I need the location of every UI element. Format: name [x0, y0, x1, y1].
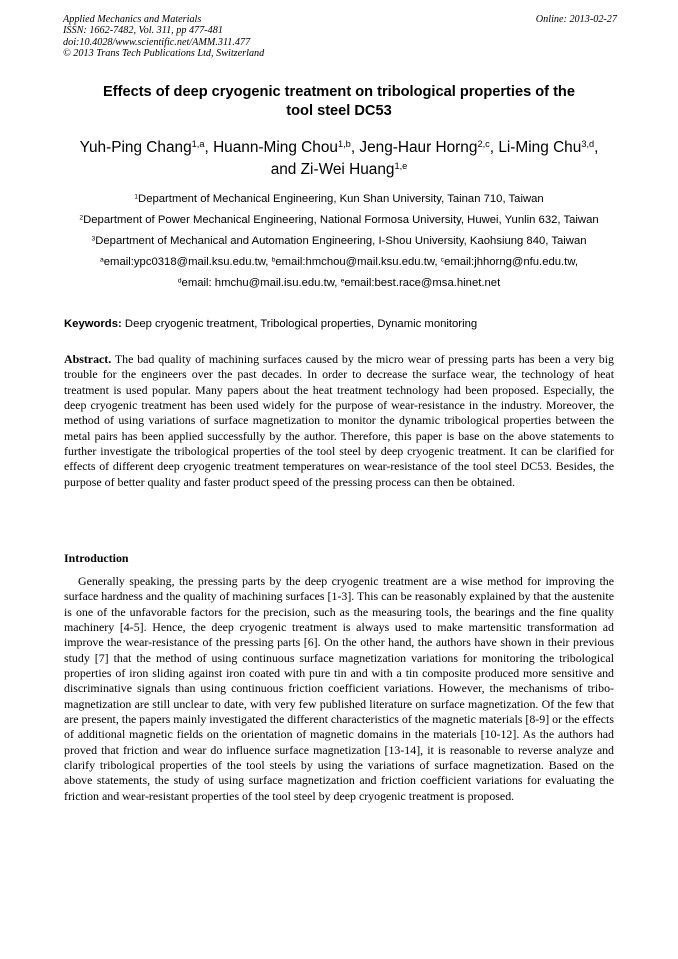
author-affiliation-mark: 1,a — [191, 138, 205, 149]
title-line-2: tool steel DC53 — [286, 103, 392, 119]
affiliation-mark: 1 — [134, 193, 139, 201]
author-separator: , — [594, 139, 599, 156]
email-line-1 — [40, 255, 638, 269]
journal-name: Applied Mechanics and Materials — [63, 14, 202, 25]
keywords-text: Deep cryogenic treatment, Tribological properties, Dynamic monitoring — [121, 318, 478, 330]
email-mark: c — [440, 256, 445, 264]
introduction-paragraph: Generally speaking, the pressing parts by the deep cryogenic treatment are a wise method for improving the surface hardness and the quality of machining surfaces [1-3]. This can be reasonably explained by that the austenite is one of the unfavorable factors for the precision, such as the measuring tools, the bearings and the fine quality machinery [4-5]. Hence, the deep cryogenic treatment is always used to make martensitic transformation ad improve the wear-resistance of the pressing parts [6]. On the other hand, the authors have shown in their previous study [7] that the method of using continuous surface magnetization variations for monitoring the tribological properties of iron sliding against iron coated with pure tin and with a tin composite produced more sensitive and discriminative signals than using continuous friction coefficient variations. However, the mechanisms of tribo-magnetization are still unclear to date, with very few published literature on surface magnetization. Of the few that are present, the papers mainly investigated the different characteristics of the magnetic materials [8-9] or the effects of additional magnetic fields on the orientation of magnetic domains in the materials [10-12]. As the authors had proved that friction and wear do influence surface magnetization [13-14], it is reasonable to reverse analyze and clarify tribological properties of the tool steels by using the variations of surface magnetization. Based on the above statements, the study of using surface magnetization and friction coefficient variations for evaluating the friction and wear-resistant properties of the tool steel by deep cryogenic treatment is proposed. — [64, 574, 614, 803]
introduction-heading: Introduction — [64, 551, 129, 565]
author-name: Jeng-Haur Horng — [359, 139, 478, 156]
email-address: email:hmchou@mail.ksu.edu.tw, — [275, 256, 441, 268]
author-name: Huann-Ming Chou — [213, 139, 338, 156]
keywords — [64, 317, 616, 331]
author-separator: , — [204, 139, 214, 156]
affiliation-text: Department of Power Mechanical Engineering, National Formosa University, Huwei, Yunlin 632, Taiwan — [83, 214, 599, 226]
abstract — [64, 352, 614, 490]
doi-line: doi:10.4028/www.scientific.net/AMM.311.477 — [63, 36, 251, 48]
email-mark: d — [177, 277, 182, 285]
author-separator: , — [489, 139, 499, 156]
author-line-2 — [45, 159, 633, 181]
author-list — [45, 137, 633, 180]
affiliation-text: Department of Mechanical Engineering, Kun Shan University, Tainan 710, Taiwan — [138, 193, 544, 205]
online-date: Online: 2013-02-27 — [535, 14, 617, 25]
affiliation-mark: 2 — [79, 214, 84, 222]
email-address: email: hmchu@mail.isu.edu.tw, — [181, 277, 341, 289]
keywords-label: Keywords: — [64, 318, 122, 330]
author-name: Yuh-Ping Chang — [79, 139, 192, 156]
abstract-text: The bad quality of machining surfaces caused by the micro wear of pressing parts has been a very big trouble for the engineers over the past decades. In order to decrease the surface wear, the technology of heat treatment is used popular. Many papers about the heat treatment technology had been proposed. Especially, the deep cryogenic treatment has been used widely for the purpose of wear-resistance in the industry. Moreover, the method of using variations of surface magnetization to monitor the dynamic tribological properties between the metal pairs has been applied successfully by the author. Therefore, this paper is base on the above statements to further investigate the tribological properties of the tool steel by deep cryogenic treatment. It can be clarified for effects of different deep cryogenic treatment temperatures on wear-resistance of the tool steel DC53. Besides, the purpose of better quality and faster product speed of the pressing process can then be obtained. — [64, 352, 614, 489]
author-name: Li-Ming Chu — [498, 139, 582, 156]
affiliation-1 — [40, 192, 638, 206]
email-line-2 — [40, 276, 638, 290]
author-affiliation-mark: 2,c — [477, 138, 490, 149]
paper-title — [60, 83, 618, 121]
author-separator: , — [350, 139, 360, 156]
author-affiliation-mark: 1,e — [394, 160, 408, 171]
author-affiliation-mark: 1,b — [337, 138, 351, 149]
affiliation-3 — [40, 234, 638, 248]
author-line-1 — [45, 137, 633, 159]
author-affiliation-mark: 3,d — [581, 138, 595, 149]
affiliation-text: Department of Mechanical and Automation Engineering, I-Shou University, Kaohsiung 840, Taiwan — [95, 235, 587, 247]
copyright-line: © 2013 Trans Tech Publications Ltd, Switzerland — [63, 48, 265, 60]
email-address: email:best.race@msa.hinet.net — [344, 277, 501, 289]
email-mark: b — [271, 256, 276, 264]
author-name: and Zi-Wei Huang — [270, 160, 395, 178]
title-line-1: Effects of deep cryogenic treatment on tribological properties of the — [103, 84, 575, 100]
abstract-label: Abstract. — [64, 352, 112, 366]
affiliation-2 — [40, 213, 638, 227]
email-mark: a — [100, 256, 104, 264]
email-address: email:jhhorng@nfu.edu.tw, — [444, 256, 578, 268]
issn-line: ISSN: 1662-7482, Vol. 311, pp 477-481 — [63, 25, 223, 37]
journal-header — [63, 14, 617, 60]
email-mark: e — [340, 277, 345, 285]
email-address: email:ypc0318@mail.ksu.edu.tw, — [103, 256, 272, 268]
affiliation-mark: 3 — [91, 235, 96, 243]
